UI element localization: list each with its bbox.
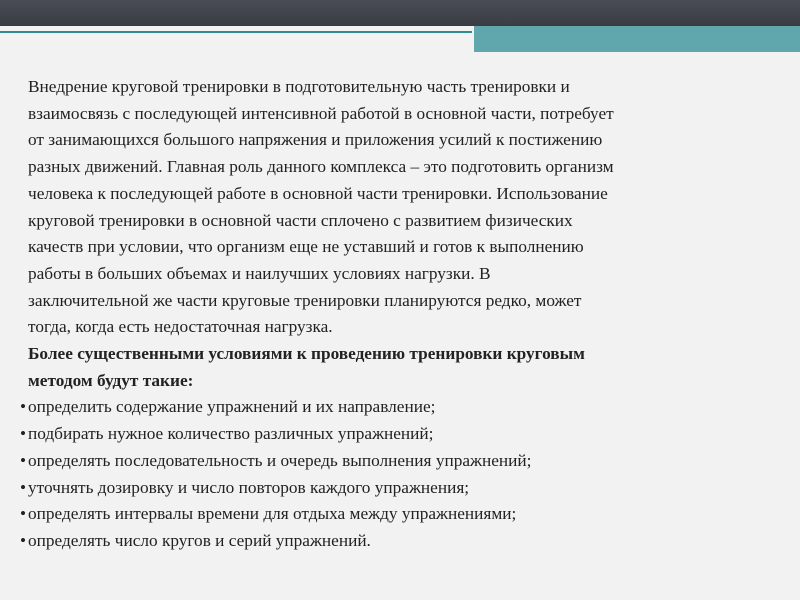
paragraph-line: от занимающихся большого напряжения и приложения усилий к постижению [28,130,603,150]
bullet-icon: • [20,424,27,444]
main-paragraph [0,74,790,341]
header-bar [0,0,800,26]
heading-line: методом будут такие: [28,370,194,390]
conditions-list [0,394,790,554]
list-item [0,501,790,528]
paragraph-line: круговой тренировки в основной части сплочено с развитием физических [28,210,573,230]
list-item-text: определять число кругов и серий упражнений. [28,530,371,550]
list-item [0,448,790,475]
paragraph-line: взаимосвязь с последующей интенсивной работой в основной части, потребует [28,103,614,123]
list-item-text: определять интервалы времени для отдыха между упражнениями; [28,504,517,524]
paragraph-line: человека к последующей работе в основной части тренировки. Использование [28,183,608,203]
list-item-text: подбирать нужное количество различных упражнений; [28,424,434,444]
bullet-icon: • [20,530,27,550]
paragraph-line: качеств при условии, что организм еще не уставший и готов к выполнению [28,237,584,257]
list-item-text: уточнять дозировку и число повторов каждого упражнения; [28,477,470,497]
list-item [0,475,790,502]
slide-content [0,74,790,555]
bullet-icon: • [20,397,27,417]
paragraph-line: Внедрение круговой тренировки в подготовительную часть тренировки и [28,77,570,96]
list-item-text: определить содержание упражнений и их направление; [28,397,436,417]
heading-line: Более существенными условиями к проведению тренировки круговым [28,344,585,364]
bullet-icon: • [20,477,27,497]
list-item [0,528,790,555]
bullet-icon: • [20,450,27,470]
paragraph-line: работы в больших объемах и наилучших условиях нагрузки. В [28,263,491,283]
paragraph-line: разных движений. Главная роль данного комплекса – это подготовить организм [28,157,614,177]
list-item-text: определять последовательность и очередь выполнения упражнений; [28,450,532,470]
list-item [0,421,790,448]
paragraph-line: заключительной же части круговые тренировки планируются редко, может [28,290,582,310]
bullet-icon: • [20,504,27,524]
header-accent-block [474,26,800,52]
paragraph-line: тогда, когда есть недостаточная нагрузка. [28,317,333,337]
list-item [0,394,790,421]
header-accent-line [0,31,472,33]
conditions-heading [0,341,790,394]
